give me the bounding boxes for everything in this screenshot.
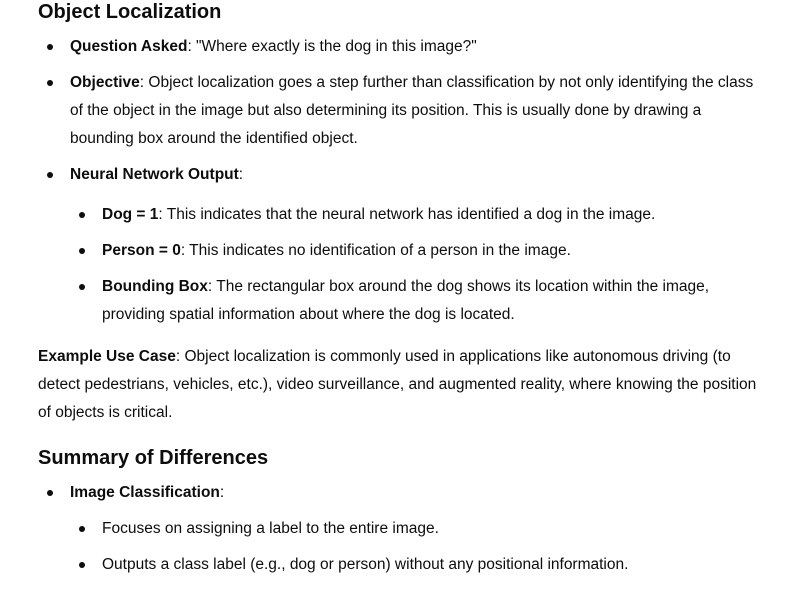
output-sublist — [38, 201, 760, 329]
bullet-icon — [47, 172, 53, 178]
classification-sublist — [38, 515, 760, 579]
list-item-neural-network-output — [38, 161, 760, 189]
item-label: Image Classification — [70, 484, 220, 501]
item-label: Question Asked — [70, 38, 188, 55]
list-item-image-classification — [38, 479, 760, 507]
bullet-icon — [47, 80, 53, 86]
use-case-label: Example Use Case — [38, 348, 176, 365]
example-use-case-paragraph — [38, 343, 760, 427]
bullet-icon — [79, 284, 85, 290]
section-heading-object-localization: Object Localization — [38, 1, 222, 23]
section-heading-summary-of-differences: Summary of Differences — [38, 447, 269, 469]
list-item-bounding-box — [38, 273, 760, 329]
bullet-icon — [79, 562, 85, 568]
item-text: Outputs a class label (e.g., dog or person) without any positional information. — [102, 556, 629, 573]
item-text: Focuses on assigning a label to the entire image. — [102, 520, 439, 537]
item-label: Objective — [70, 74, 140, 91]
item-label: Bounding Box — [102, 278, 208, 295]
bullet-icon — [79, 526, 85, 532]
item-label: Dog = 1 — [102, 206, 159, 223]
use-case-text: : Object localization is commonly used in applications like autonomous driving (to detect pedestrians, vehicles, etc.), video surveillance, and augmented reality, where knowing the position of objects is critical. — [38, 348, 757, 421]
item-text: : This indicates no identification of a person in the image. — [180, 242, 571, 259]
list-item-objective — [38, 69, 760, 153]
item-text: : "Where exactly is the dog in this image?" — [187, 38, 477, 55]
item-text: : This indicates that the neural network has identified a dog in the image. — [158, 206, 656, 223]
bullet-icon — [79, 212, 85, 218]
list-item-focuses — [38, 515, 760, 543]
item-text: : — [219, 484, 225, 501]
summary-list — [38, 479, 760, 507]
list-item-dog — [38, 201, 760, 229]
bullet-icon — [47, 490, 53, 496]
bullet-icon — [79, 248, 85, 254]
item-text: : The rectangular box around the dog shows its location within the image, providing spatial information about where the dog is located. — [102, 278, 710, 323]
object-localization-list — [38, 33, 760, 189]
item-text: : — [238, 166, 244, 183]
item-label: Neural Network Output — [70, 166, 239, 183]
list-item-question-asked — [38, 33, 760, 61]
list-item-person — [38, 237, 760, 265]
item-text: : Object localization goes a step further than classification by not only identifying the class of the object in the image but also determining its position. This is usually done by drawing a bounding box around the identified object. — [70, 74, 754, 147]
list-item-outputs — [38, 551, 760, 579]
item-label: Person = 0 — [102, 242, 181, 259]
bullet-icon — [47, 44, 53, 50]
